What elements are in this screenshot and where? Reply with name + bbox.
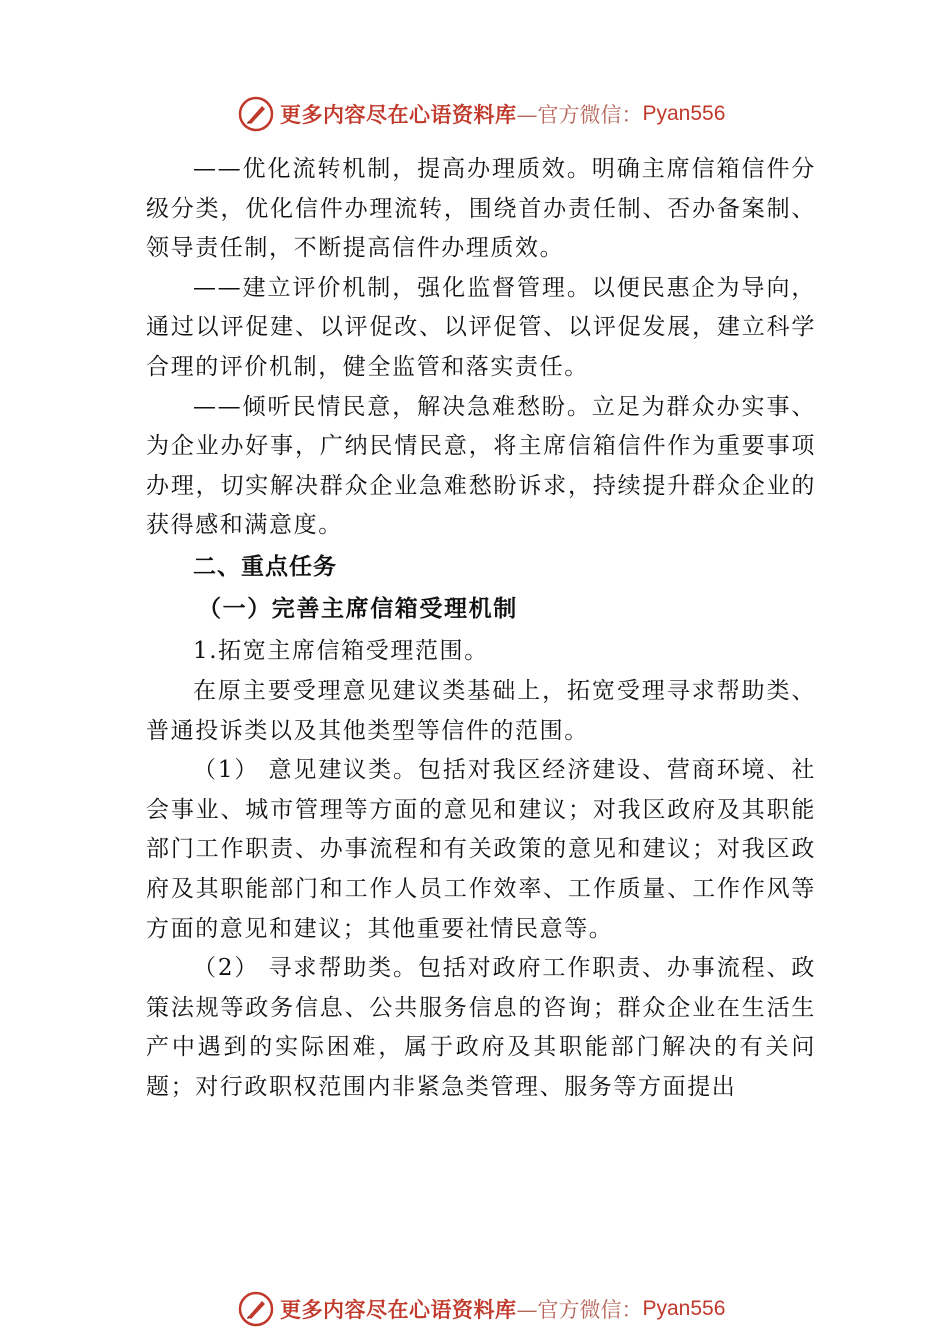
header-watermark [238,95,725,133]
section-heading: 二、重点任务 [193,553,337,580]
pen-logo-icon [238,96,274,132]
watermark-code: Pyan556 [642,102,726,125]
watermark-main-text: 更多内容尽在心语资料库 [280,1297,517,1322]
footer-watermark [238,1290,725,1328]
watermark-code: Pyan556 [642,1297,726,1320]
subsection-heading: （一）完善主席信箱受理机制 [198,594,518,622]
paragraph: ——倾听民情民意，解决急难愁盼。立足为群众办实事、为企业办好事，广纳民情民意，将主席信箱信件作为重要事项办理，切实解决群众企业急难愁盼诉求，持续提升群众企业的获得感和满意度。 [146,393,816,539]
paragraph: ——建立评价机制，强化监督管理。以便民惠企为导向，通过以评促建、以评促改、以评促管、以评促发展，建立科学合理的评价机制，健全监管和落实责任。 [146,274,816,380]
list-item-heading: 1.拓宽主席信箱受理范围。 [193,637,489,664]
watermark-main-text: 更多内容尽在心语资料库 [280,102,517,127]
paragraph: （1） 意见建议类。包括对我区经济建设、营商环境、社会事业、城市管理等方面的意见和建议；对我区政府及其职能部门工作职责、办事流程和有关政策的意见和建议；对我区政府及其职能部门和工作人员工作效率、工作质量、工作作风等方面的意见和建议；其他重要社情民意等。 [146,757,816,942]
watermark-sub-text: —官方微信： [516,1298,643,1322]
paragraph: （2） 寻求帮助类。包括对政府工作职责、办事流程、政策法规等政务信息、公共服务信息的咨询；群众企业在生活生产中遇到的实际困难，属于政府及其职能部门解决的有关问题；对行政职权范围内非紧急类管理、服务等方面提出 [146,955,816,1100]
document-body [146,150,816,1107]
watermark-sub-text: —官方微信： [516,103,643,127]
paragraph: 在原主要受理意见建议类基础上，拓宽受理寻求帮助类、普通投诉类以及其他类型等信件的范围。 [146,677,816,744]
pen-logo-icon [238,1291,274,1327]
paragraph: ——优化流转机制，提高办理质效。明确主席信箱信件分级分类，优化信件办理流转，围绕首办责任制、否办备案制、领导责任制，不断提高信件办理质效。 [146,156,816,262]
